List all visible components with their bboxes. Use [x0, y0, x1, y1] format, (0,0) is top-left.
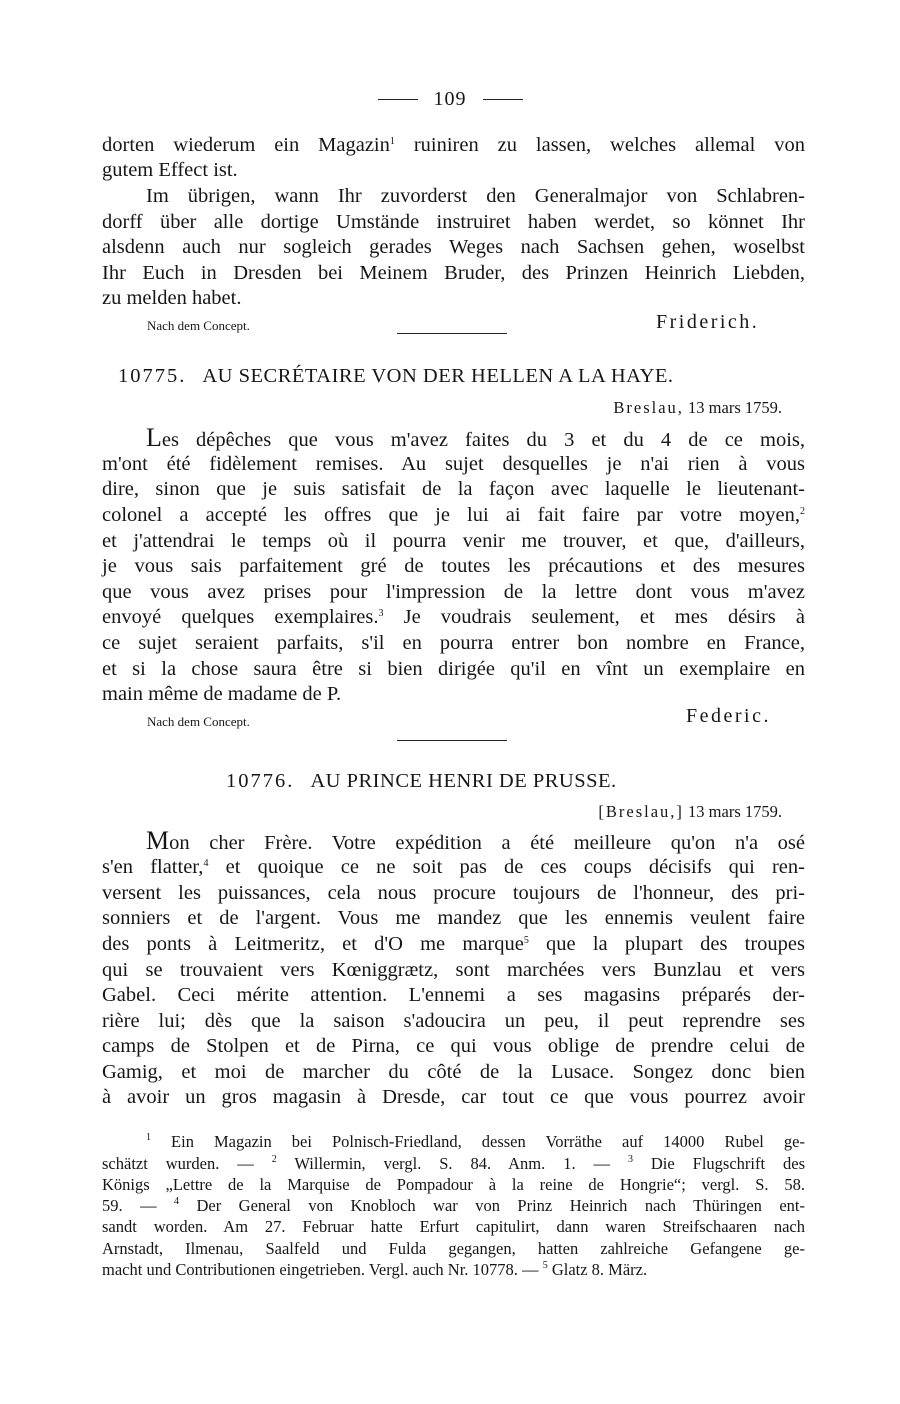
text-line: que vous avez prises pour l'impression de la lettre dont vous m'avez	[102, 581, 805, 603]
letter-title: AU SECRÉTAIRE VON DER HELLEN A LA HAYE.	[202, 365, 674, 387]
text-line: main même de madame de P.	[102, 683, 342, 705]
footnote-marker: 1	[146, 1132, 151, 1143]
text-line: m'ont été fidèlement remises. Au sujet desquelles je n'ai rien à vous	[102, 453, 805, 475]
text-line: dorff über alle dortige Umstände instruiret haben werdet, so könnet Ihr	[102, 211, 805, 233]
footnote-line: schätzt wurden. — $^2$ Willermin, vergl. S. 84. Anm. 1. — $^3$ Die Flugschrift des	[102, 1154, 805, 1173]
letter-heading	[226, 770, 617, 793]
footnote-marker: 5	[523, 935, 529, 946]
signature: Friderich.	[656, 311, 760, 333]
text-line: des ponts à Leitmeritz, et d'O me marque$^5$ que la plupart des troupes	[102, 933, 806, 955]
text-line: dorten wiederum ein Magazin$^1$ ruiniren zu lassen, welches allemal von	[102, 134, 806, 156]
letter-number: 10775.	[118, 365, 187, 387]
text-line: je vous sais parfaitement gré de toutes les précautions et des mesures	[102, 555, 805, 577]
text-line: à avoir un gros magasin à Dresde, car tout ce que vous pourrez avoir	[102, 1086, 805, 1108]
footnote-line: Arnstadt, Ilmenau, Saalfeld und Fulda gegangen, hatten zahlreiche Gefangene ge-	[102, 1239, 805, 1258]
dateline-place: Breslau,	[613, 398, 684, 417]
page-header	[0, 88, 900, 111]
text-line: gutem Effect ist.	[102, 159, 238, 181]
footnote-marker: 3	[627, 1154, 633, 1165]
text-line-body: on cher Frère. Votre expédition a été meilleure qu'on n'a osé	[169, 832, 805, 854]
footnote-line: Königs „Lettre de la Marquise de Pompadour à la reine de Hongrie“; vergl. S. 58.	[102, 1175, 805, 1194]
footnote-marker: 2	[271, 1154, 277, 1165]
text-line: et j'attendrai le temps où il pourra venir me trouver, et que, d'ailleurs,	[102, 530, 805, 552]
text-line: Ihr Euch in Dresden bei Meinem Bruder, des Prinzen Heinrich Liebden,	[102, 262, 805, 284]
page-number: 109	[433, 88, 467, 110]
source-note: Nach dem Concept.	[147, 318, 250, 333]
header-rule-right	[483, 99, 523, 100]
footnote-line: macht und Contributionen eingetrieben. Vergl. auch Nr. 10778. — $^5$ Glatz 8. März.	[102, 1260, 648, 1279]
footnote-line: 59. — $^4$ Der General von Knobloch war von Prinz Heinrich nach Thüringen ent-	[102, 1196, 806, 1215]
text-line: sonniers et de l'argent. Vous me mandez que les ennemis veulent faire	[102, 907, 805, 929]
footnote-marker: 5	[542, 1260, 548, 1271]
drop-cap: L	[146, 423, 162, 452]
text-line-body: es dépêches que vous m'avez faites du 3 et du 4 de ce mois,	[161, 429, 805, 451]
text-line	[146, 425, 805, 453]
drop-cap: M	[146, 826, 170, 855]
footnote-marker: 3	[378, 608, 384, 619]
section-divider	[397, 333, 507, 334]
text-line	[146, 828, 805, 856]
footnote-line: $^1$ Ein Magazin bei Polnisch-Friedland, dessen Vorräthe auf 14000 Rubel ge-	[146, 1132, 805, 1151]
dateline-date: 13 mars 1759.	[688, 802, 782, 821]
letter-number: 10776.	[226, 770, 295, 792]
text-line: ce sujet seraient parfaits, s'il en pourra entrer bon nombre en France,	[102, 632, 805, 654]
text-line: rière lui; dès que la saison s'adoucira un peu, il peut reprendre ses	[102, 1010, 805, 1032]
text-line: alsdenn auch nur sogleich gerades Weges nach Sachsen gehen, woselbst	[102, 236, 805, 258]
text-line: versent les puissances, cela nous procure toujours de l'honneur, des pri-	[102, 882, 805, 904]
dateline-date: 13 mars 1759.	[688, 398, 782, 417]
footnote-marker: 1	[389, 136, 395, 147]
text-line: Im übrigen, wann Ihr zuvorderst den Generalmajor von Schlabren-	[146, 185, 805, 207]
dateline	[598, 802, 782, 822]
dateline	[613, 398, 782, 418]
footnote-marker: 4	[174, 1196, 180, 1207]
text-line: Gabel. Ceci mérite attention. L'ennemi a ses magasins préparés der-	[102, 984, 805, 1006]
signature: Federic.	[686, 705, 771, 727]
footnote-marker: 4	[203, 858, 209, 869]
text-line: s'en flatter,$^4$ et quoique ce ne soit pas de ces coups décisifs qui ren-	[102, 856, 805, 878]
text-line: dire, sinon que je suis satisfait de la façon avec laquelle le lieutenant-	[102, 478, 805, 500]
text-line: envoyé quelques exemplaires.$^3$ Je voudrais seulement, et mes désirs à	[102, 606, 806, 628]
dateline-place: [Breslau,]	[598, 802, 684, 821]
text-line: zu melden habet.	[102, 287, 242, 309]
text-line: camps de Stolpen et de Pirna, ce qui vous oblige de prendre celui de	[102, 1035, 805, 1057]
header-rule-left	[378, 99, 418, 100]
text-line: et si la chose saura être si bien dirigée qu'il en vînt un exemplaire en	[102, 658, 805, 680]
letter-heading	[118, 365, 674, 388]
source-note: Nach dem Concept.	[147, 714, 250, 729]
text-line: qui se trouvaient vers Kœniggrætz, sont marchées vers Bunzlau et vers	[102, 959, 805, 981]
text-line: Gamig, et moi de marcher du côté de la Lusace. Songez donc bien	[102, 1061, 805, 1083]
text-line: colonel a accepté les offres que je lui ai fait faire par votre moyen,$^2$	[102, 504, 805, 526]
letter-title: AU PRINCE HENRI DE PRUSSE.	[310, 770, 617, 792]
footnote-line: sandt worden. Am 27. Februar hatte Erfurt capitulirt, dann waren Streifschaaren nach	[102, 1217, 805, 1236]
footnote-marker: 2	[800, 506, 805, 517]
section-divider	[397, 740, 507, 741]
